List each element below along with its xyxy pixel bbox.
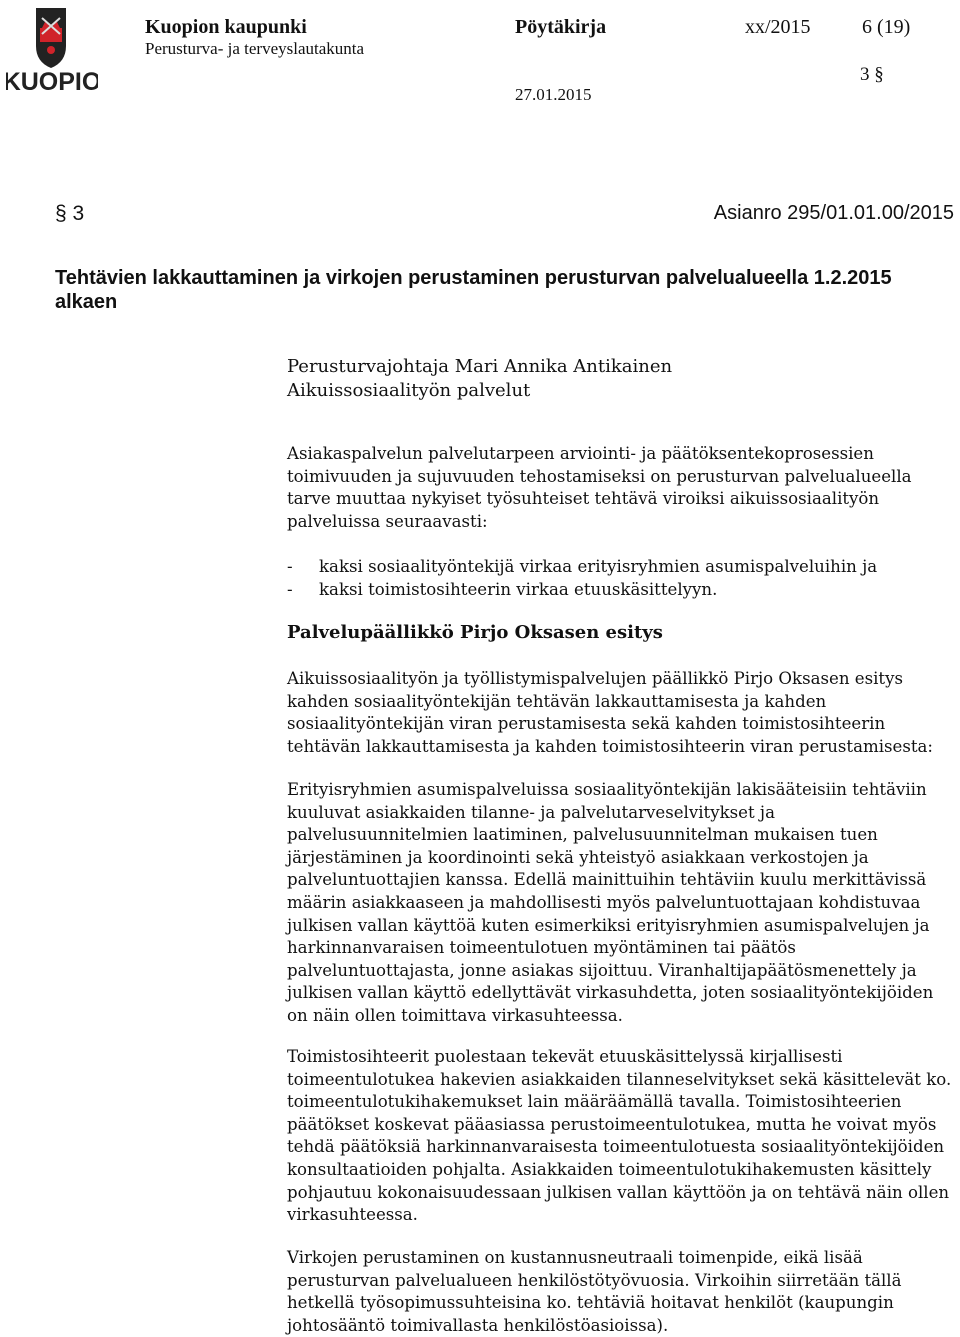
section-title: Tehtävien lakkauttaminen ja virkojen perustaminen perusturvan palvelualueella 1.2.2015 alkaen: [55, 267, 892, 313]
header-section-mark: 3 §: [860, 64, 884, 85]
coat-of-arms-icon: [6, 6, 98, 96]
list-item: - kaksi toimistosihteerin virkaa etuuskäsittelyyn.: [287, 579, 718, 599]
document-number: xx/2015: [745, 16, 811, 38]
page-number: 6 (19): [862, 16, 911, 38]
subheading: Palvelupäällikkö Pirjo Oksasen esitys: [287, 622, 663, 643]
task-list: [287, 556, 955, 601]
document-type: Pöytäkirja: [515, 16, 607, 38]
paragraph-cost-neutral: Virkojen perustaminen on kustannusneutraali toimenpide, eikä lisää perusturvan palvelualueen henkilöstötyövuosia. Virkoihin siirretään tällä hetkellä työsopimussuhteisina ko. tehtäviä hoitavat henkilöt (kaupungin johtosääntö toimivallasta henkilöstöasioissa).: [287, 1248, 902, 1335]
proposer-unit: Aikuissosiaalityön palvelut: [287, 380, 531, 401]
proposer-name: Perusturvajohtaja Mari Annika Antikainen: [287, 356, 673, 377]
meeting-date: 27.01.2015: [515, 85, 592, 104]
paragraph-office-secretaries: Toimistosihteerit puolestaan tekevät etuuskäsittelyssä kirjallisesti toimeentulotukea hakevien asiakkaiden tilanneselvitykset sekä käsittelevät ko. toimeentulotukihakemukset lain määräämällä tavalla. Toimistosihteerien päätökset koskevat pääasiassa perustoimeentulotukea, mutta he voivat myös tehdä päätöksiä harkinnanvaraisesta toimeentulotuesta sosiaalityöntekijöiden konsultaatioiden pohjalta. Asiakkaiden toimeentulotukihakemusten käsittely pohjautuu kokonaisuudessaan julkisen vallan käyttöön ja on tehtävä näin ollen virkasuhteessa.: [287, 1047, 952, 1225]
board-name: Perusturva- ja terveyslautakunta: [145, 39, 365, 58]
organization-name: Kuopion kaupunki: [145, 16, 307, 38]
list-item: - kaksi sosiaalityöntekijä virkaa erityisryhmien asumispalveluihin ja: [287, 557, 878, 576]
section-number: § 3: [55, 202, 85, 225]
paragraph-social-workers: Erityisryhmien asumispalveluissa sosiaalityöntekijän lakisääteisiin tehtäviin kuuluvat asiakkaiden tilanne- ja palvelutarveselvitykset ja palvelusuunnitelmien laatiminen, palvelusuunnitelman mukaisen tuen järjestäminen ja koordinointi sekä yhteistyö asiakkaan verkostojen ja palveluntuottajien kanssa. Edellä mainittuihin tehtäviin kuulu merkittävissä määrin asiakkaaseen ja mahdollisesti myös palveluntuottajaan kohdistuvaa julkisen vallan käyttöä kuten esimerkiksi erityisryhmien asumispalvelujen ja harkinnanvaraisen toimeentulotuen myöntäminen tai päätös palveluntuottajasta, jonne asiakas sijoittuu. Viranhaltijapäätösmenettely ja julkisen vallan käyttö edellyttävät virkasuhdetta, joten sosiaalityöntekijöiden on näin ollen toimittava virkasuhteessa.: [287, 780, 934, 1025]
proposer: [287, 355, 955, 403]
case-number: Asianro 295/01.01.00/2015: [713, 202, 954, 224]
kuopio-logo: [6, 6, 98, 96]
paragraph-proposal: Aikuissosiaalityön ja työllistymispalvelujen päällikkö Pirjo Oksasen esitys kahden sosiaalityöntekijän tehtävän lakkauttamisesta ja kahden sosiaalityöntekijän viran perustamisesta sekä kahden toimistosihteerin tehtävän lakkauttamisesta ja kahden toimistosihteerin viran perustamisesta:: [287, 669, 934, 756]
intro-paragraph: Asiakaspalvelun palvelutarpeen arviointi- ja päätöksentekoprosessien toimivuuden ja sujuvuuden tehostamiseksi on perusturvan palvelualueella tarve muuttaa nykyiset työsuhteiset tehtävä viroiksi aikuissosiaalityön palveluissa seuraavasti:: [287, 444, 912, 531]
svg-text:KUOPIO: KUOPIO: [6, 68, 98, 96]
